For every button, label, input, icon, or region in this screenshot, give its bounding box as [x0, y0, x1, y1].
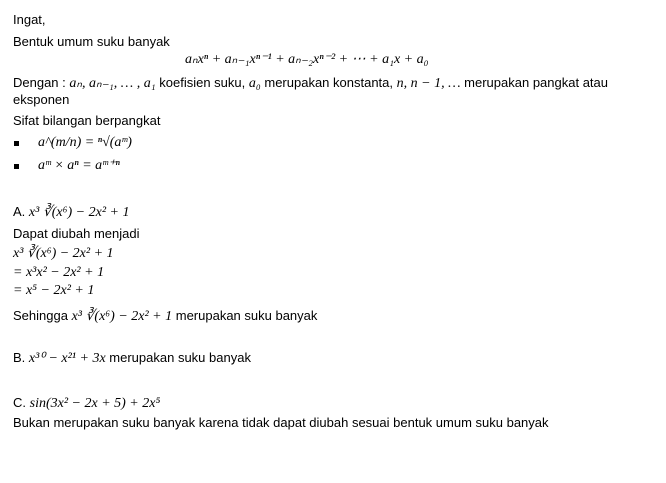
part-b: [13, 350, 251, 367]
part-a-note: Dapat diubah menjadi: [13, 226, 140, 241]
part-a-conclusion: [13, 308, 317, 325]
definition-line-1: [13, 75, 608, 92]
definition-mid2: merupakan konstanta,: [264, 75, 394, 90]
property-1: a^(m/n) = ⁿ√(aᵐ): [38, 135, 132, 150]
part-b-expr: x³⁰ − x²¹ + 3x: [28, 351, 106, 366]
bullet-icon: [14, 164, 19, 169]
part-a-expr: x³ ∛(x⁶) − 2x² + 1: [28, 205, 130, 220]
part-a-heading: [13, 204, 129, 221]
general-form-formula: aₙxⁿ + aₙ₋₁xⁿ⁻¹ + aₙ₋₂xⁿ⁻² + ⋯ + a₁x + a₀: [185, 52, 429, 67]
part-a-step-2: = x³x² − 2x² + 1: [13, 265, 105, 280]
intro-text: Ingat,: [13, 12, 46, 27]
general-form-label: Bentuk umum suku banyak: [13, 34, 170, 49]
part-c-conclusion: Bukan merupakan suku banyak karena tidak dapat diubah sesuai bentuk umum suku banyak: [13, 415, 549, 430]
definition-prefix: Dengan :: [13, 75, 66, 90]
part-a-conclusion-expr: x³ ∛(x⁶) − 2x² + 1: [71, 309, 173, 324]
part-b-suffix: merupakan suku banyak: [109, 350, 251, 365]
definition-exps: n, n − 1, …: [396, 76, 461, 91]
part-c-heading: [13, 395, 160, 412]
exponent-title: Sifat bilangan berpangkat: [13, 113, 161, 128]
property-2: aᵐ × aⁿ = aᵐ⁺ⁿ: [38, 158, 120, 173]
part-a-label: A.: [13, 204, 26, 219]
part-a-step-1: x³ ∛(x⁶) − 2x² + 1: [13, 246, 114, 261]
part-b-label: B.: [13, 350, 26, 365]
part-c-expr: sin(3x² − 2x + 5) + 2x⁵: [29, 396, 161, 411]
definition-const: a₀: [248, 76, 261, 91]
part-c-label: C.: [13, 395, 26, 410]
part-a-conclusion-suffix: merupakan suku banyak: [175, 308, 318, 323]
definition-coeffs: aₙ, aₙ₋₁, … , a₁: [69, 76, 156, 91]
definition-tail: merupakan pangkat atau: [464, 75, 608, 90]
part-a-conclusion-prefix: Sehingga: [13, 308, 68, 323]
bullet-icon: [14, 141, 19, 146]
definition-mid1: koefisien suku,: [159, 75, 246, 90]
part-a-step-3: = x⁵ − 2x² + 1: [13, 283, 95, 298]
definition-line-2: eksponen: [13, 92, 70, 107]
